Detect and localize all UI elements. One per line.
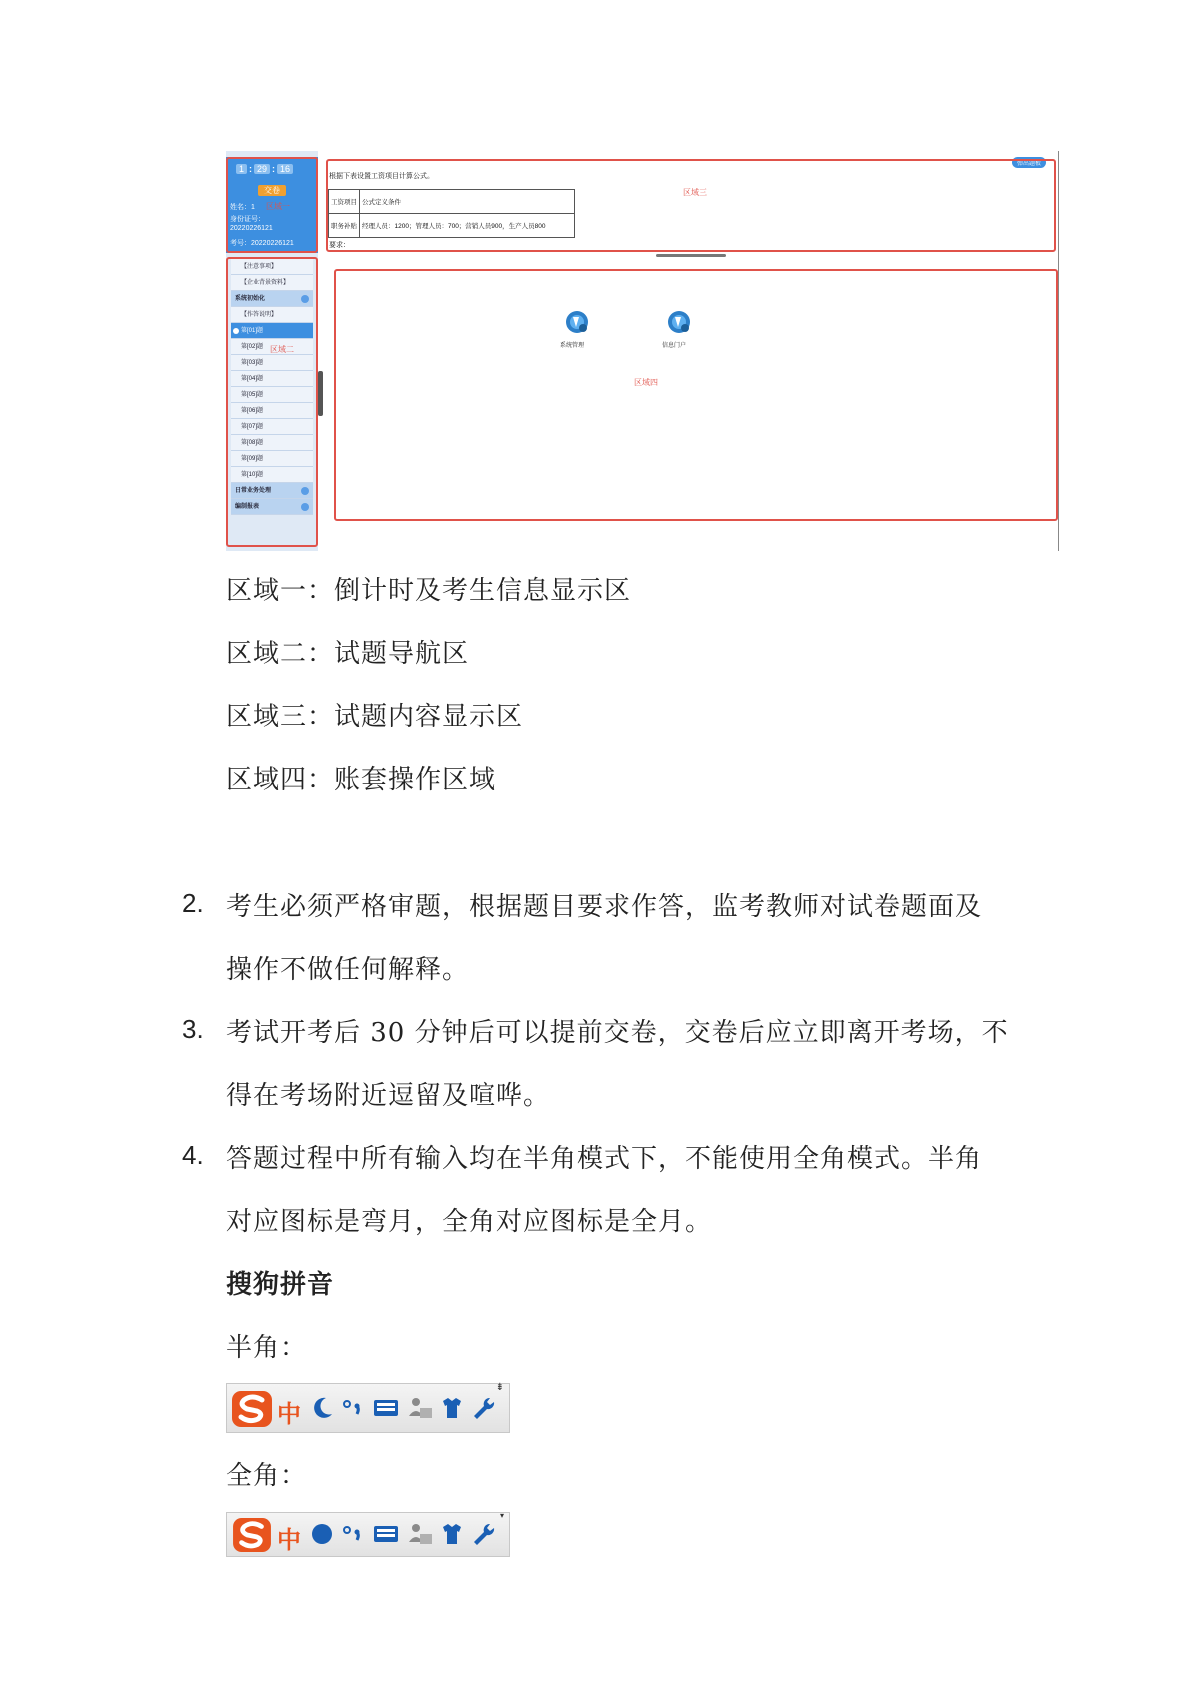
app-label: 信息门户 xyxy=(662,343,687,349)
window-edge xyxy=(1058,151,1059,551)
wrench-settings-icon[interactable] xyxy=(470,1394,496,1422)
item-text: 对应图标是弯月，全角对应图标是全月。 xyxy=(226,1207,713,1237)
examinee-id-label: 身份证号： xyxy=(230,216,265,223)
region-3-highlight xyxy=(326,159,1056,252)
region-desc: 区域四：账套操作区域 xyxy=(226,765,497,795)
nav-item-label: 第[08]题 xyxy=(241,440,264,446)
submit-exam-button[interactable]: 交卷 xyxy=(258,185,286,196)
region-1-highlight xyxy=(226,157,318,253)
region-label-3: 区域三 xyxy=(683,188,707,197)
nav-item-label: 第[03]题 xyxy=(241,360,264,366)
item-number: 3. xyxy=(182,1014,204,1044)
region-desc: 区域二：试题导航区 xyxy=(226,639,470,669)
region-label-2: 区域二 xyxy=(270,345,294,354)
tshirt-skin-icon[interactable] xyxy=(439,1520,465,1548)
nav-item-label: 第[02]题 xyxy=(241,344,264,350)
sogou-logo-icon xyxy=(231,1390,273,1428)
item-text: 考生必须严格审题，根据题目要求作答，监考教师对试卷题面及 xyxy=(226,892,983,922)
countdown-timer: 1 : 29 : 16 xyxy=(236,164,293,174)
nav-item-label: 编制报表 xyxy=(235,504,260,510)
toolbar-menu-arrow-icon[interactable]: ⇟ xyxy=(495,1382,504,1393)
examinee-exam-number: 考号：20220226121 xyxy=(230,240,294,247)
region-2-highlight xyxy=(226,257,318,547)
account-operation-panel xyxy=(334,269,1058,521)
ime-toolbar-half-width xyxy=(226,1383,510,1433)
timer-seconds: 16 xyxy=(277,164,293,174)
nav-item-label: 第[07]题 xyxy=(241,424,264,430)
nav-item-label: 第[09]题 xyxy=(241,456,264,462)
examinee-name: 姓名：1 xyxy=(230,204,255,211)
half-moon-icon[interactable] xyxy=(309,1394,335,1422)
examinee-id-value: 20220226121 xyxy=(230,225,273,232)
nav-item-label: 第[05]题 xyxy=(241,392,264,398)
nav-item-label: 第[01]题 xyxy=(241,328,264,334)
nav-item-label: 第[10]题 xyxy=(241,472,264,478)
sogou-logo-icon xyxy=(231,1517,273,1553)
region-4-highlight xyxy=(334,269,1058,521)
keyboard-icon[interactable] xyxy=(373,1394,399,1422)
region-desc: 区域三：试题内容显示区 xyxy=(226,702,524,732)
full-moon-icon[interactable] xyxy=(309,1520,335,1548)
item-text: 操作不做任何解释。 xyxy=(226,955,470,985)
left-panel xyxy=(226,151,318,551)
half-width-label: 半角： xyxy=(226,1333,308,1363)
table-cell: 工资项目 xyxy=(329,190,360,214)
nav-item-label: 第[06]题 xyxy=(241,408,264,414)
nav-item-label: 【作答说明】 xyxy=(241,312,278,318)
table-cell: 公式定义条件 xyxy=(360,190,575,214)
wrench-settings-icon[interactable] xyxy=(470,1520,496,1548)
ime-toolbar-full-width xyxy=(226,1512,510,1557)
user-skin-icon[interactable] xyxy=(407,1520,433,1548)
question-content-panel xyxy=(326,159,1056,252)
user-skin-icon[interactable] xyxy=(407,1394,433,1422)
table-cell: 经理人员：1200；管理人员：700；营销人员900，生产人员800 xyxy=(360,214,575,238)
item-number: 2. xyxy=(182,888,204,918)
question-requirement-label: 要求： xyxy=(329,242,350,249)
countdown-examinee-panel xyxy=(226,157,318,253)
tshirt-skin-icon[interactable] xyxy=(439,1394,465,1422)
nav-item-label: 日常业务处理 xyxy=(235,488,272,494)
nav-item-label: 【企业背景资料】 xyxy=(241,280,290,286)
item-text: 得在考场附近逗留及喧哗。 xyxy=(226,1081,551,1111)
timer-hours: 1 xyxy=(236,164,247,174)
app-label: 系统管理 xyxy=(560,343,585,349)
item-text: 考试开考后 30 分钟后可以提前交卷，交卷后应立即离开考场，不 xyxy=(226,1018,1009,1048)
keyboard-icon[interactable] xyxy=(373,1520,399,1548)
nav-item-label: 第[04]题 xyxy=(241,376,264,382)
ime-title: 搜狗拼音 xyxy=(226,1270,335,1300)
question-navigation-panel xyxy=(226,257,318,547)
chinese-mode-indicator[interactable]: 中 xyxy=(277,1526,301,1554)
panel-splitter-handle[interactable] xyxy=(656,254,726,257)
exam-ui-screenshot xyxy=(226,151,1061,551)
toolbar-menu-arrow-icon[interactable]: ▾ xyxy=(499,1511,504,1520)
nav-item-label: 系统初始化 xyxy=(235,296,266,302)
item-number: 4. xyxy=(182,1140,204,1170)
timer-minutes: 29 xyxy=(254,164,270,174)
chinese-mode-indicator[interactable]: 中 xyxy=(277,1400,301,1428)
item-text: 答题过程中所有输入均在半角模式下，不能使用全角模式。半角 xyxy=(226,1144,983,1174)
full-width-label: 全角： xyxy=(226,1461,308,1491)
punctuation-icon[interactable] xyxy=(340,1394,366,1422)
table-cell: 职务补贴 xyxy=(329,214,360,238)
region-label-1: 区域一 xyxy=(266,202,290,211)
question-text: 根据下表设置工资项目计算公式。 xyxy=(329,173,434,180)
popup-question-board-button[interactable]: 弹出题板 xyxy=(1012,157,1046,168)
region-label-4: 区域四 xyxy=(634,378,658,387)
nav-item-label: 【注意事项】 xyxy=(241,264,278,270)
region-desc: 区域一：倒计时及考生信息显示区 xyxy=(226,576,632,606)
punctuation-icon[interactable] xyxy=(340,1520,366,1548)
sidebar-collapse-handle[interactable] xyxy=(318,371,323,416)
